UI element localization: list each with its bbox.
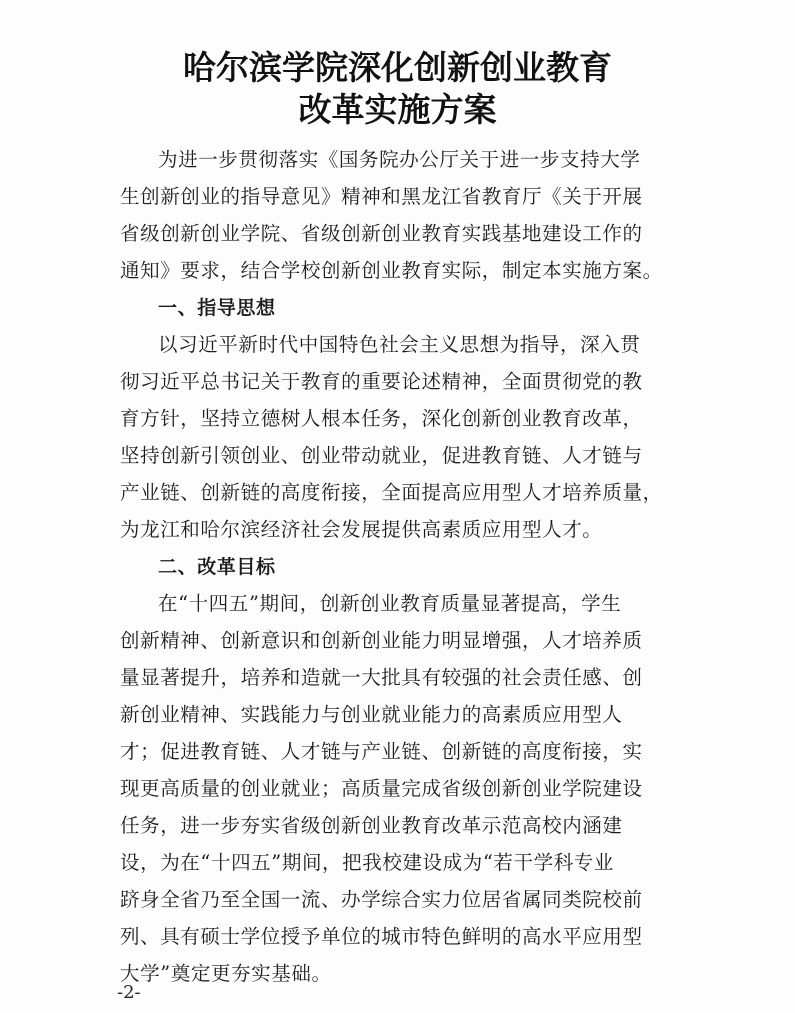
paragraph-line: 省级创新创业学院、省级创新创业教育实践基地建设工作的 bbox=[120, 222, 643, 245]
paragraph-line: 量显著提升，培养和造就一大批具有较强的社会责任感、创 bbox=[120, 666, 643, 689]
paragraph-line: 新创业精神、实践能力与创业就业能力的高素质应用型人 bbox=[120, 703, 623, 726]
paragraph-line: 为龙江和哈尔滨经济社会发展提供高素质应用型人才。 bbox=[120, 518, 603, 541]
paragraph-line: 为进一步贯彻落实《国务院办公厅关于进一步支持大学 bbox=[158, 148, 641, 171]
document-title-line-2: 改革实施方案 bbox=[298, 90, 497, 129]
paragraph-line: 创新精神、创新意识和创新创业能力明显增强，人才培养质 bbox=[120, 629, 643, 652]
paragraph-line: 才；促进教育链、人才链与产业链、创新链的高度衔接，实 bbox=[120, 740, 643, 763]
paragraph-line: 在“十四五”期间，创新创业教育质量显著提高，学生 bbox=[158, 592, 622, 615]
paragraph-line: 任务，进一步夯实省级创新创业教育改革示范高校内涵建 bbox=[120, 814, 623, 837]
paragraph-line: 彻习近平总书记关于教育的重要论述精神，全面贯彻党的教 bbox=[120, 370, 643, 393]
paragraph-line: 设，为在“十四五”期间，把我校建设成为“若干学科专业 bbox=[120, 851, 615, 874]
paragraph-line: 坚持创新引领创业、创业带动就业，促进教育链、人才链与 bbox=[120, 444, 643, 467]
paragraph-line: 跻身全省乃至全国一流、办学综合实力位居省属同类院校前 bbox=[120, 888, 643, 911]
paragraph-line: 列、具有硕士学位授予单位的城市特色鲜明的高水平应用型 bbox=[120, 925, 643, 948]
section-heading: 二、改革目标 bbox=[158, 556, 276, 578]
paragraph-line: 大学”奠定更夯实基础。 bbox=[120, 962, 332, 985]
paragraph-line: 育方针，坚持立德树人根本任务，深化创新创业教育改革， bbox=[120, 407, 643, 430]
section-heading: 一、指导思想 bbox=[158, 297, 276, 319]
document-title-line-1: 哈尔滨学院深化创新创业教育 bbox=[183, 48, 612, 87]
paragraph-line: 以习近平新时代中国特色社会主义思想为指导，深入贯 bbox=[158, 333, 641, 356]
paragraph-line: 产业链、创新链的高度衔接，全面提高应用型人才培养质量， bbox=[120, 481, 663, 504]
paragraph-line: 现更高质量的创业就业；高质量完成省级创新创业学院建设 bbox=[120, 777, 643, 800]
paragraph-line: 生创新创业的指导意见》精神和黑龙江省教育厅《关于开展 bbox=[120, 185, 643, 208]
page-number: -2- bbox=[117, 982, 141, 1003]
paragraph-line: 通知》要求，结合学校创新创业教育实际，制定本实施方案。 bbox=[120, 259, 663, 282]
